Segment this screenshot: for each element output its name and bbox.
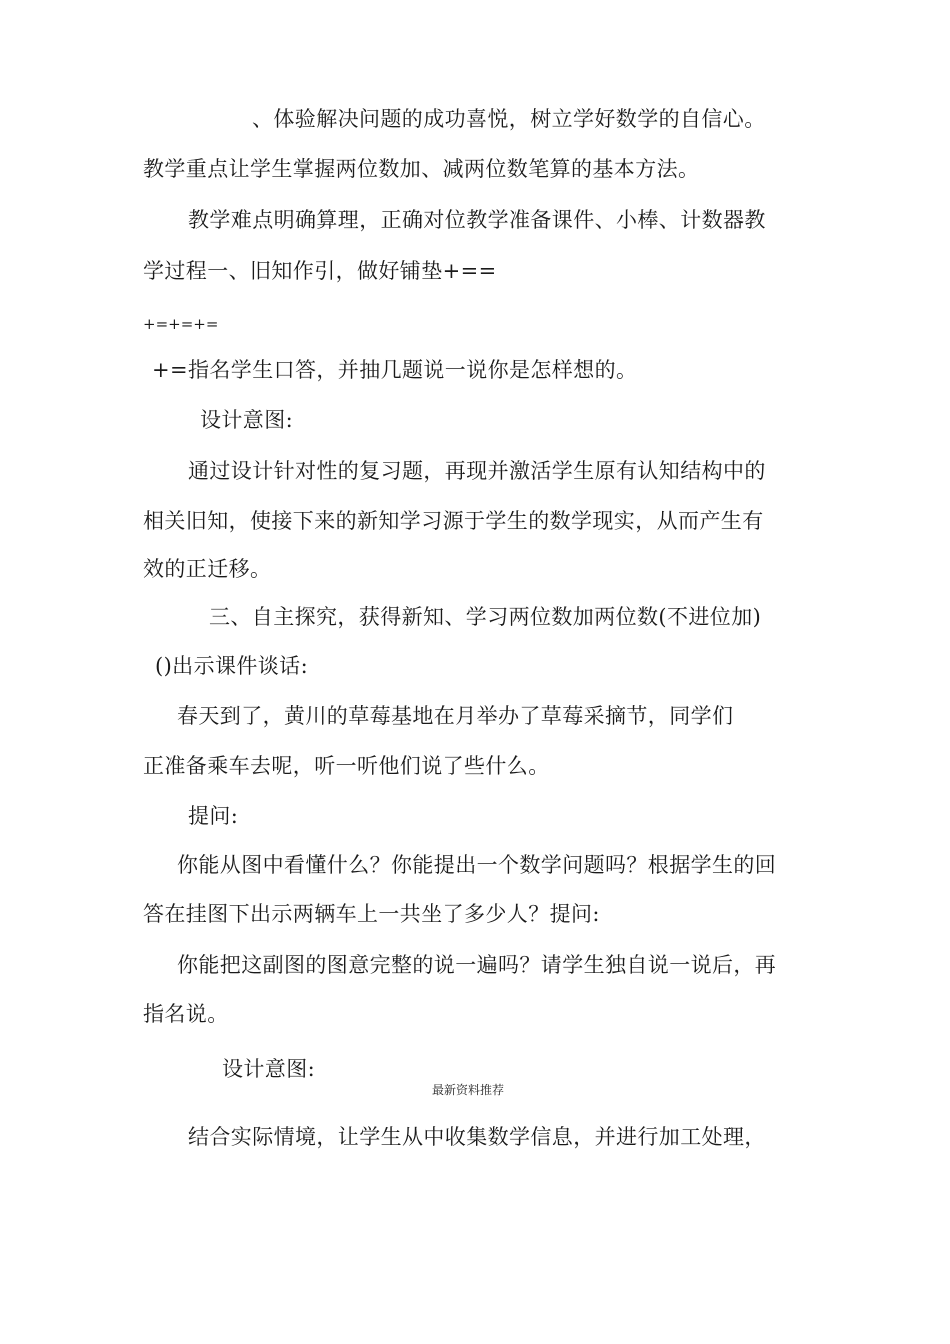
section-label: 设计意图:	[200, 408, 294, 432]
text-line: 通过设计针对性的复习题，再现并激活学生原有认知结构中的	[188, 459, 766, 483]
text-line: +=指名学生口答，并抽几题说一说你是怎样想的。	[152, 358, 638, 382]
text-line: 效的正迁移。	[143, 557, 272, 581]
text-line: 你能把这副图的图意完整的说一遍吗？请学生独自说一说后，再	[177, 953, 777, 977]
text-line: 教学难点明确算理，正确对位教学准备课件、小棒、计数器教	[188, 208, 766, 232]
text-line: 指名说。	[143, 1002, 229, 1026]
text-line: 答在挂图下出示两辆车上一共坐了多少人？提问:	[143, 902, 600, 926]
text-line: ()出示课件谈话:	[155, 654, 309, 678]
text-line: 教学重点让学生掌握两位数加、减两位数笔算的基本方法。	[143, 157, 700, 181]
section-heading: 三、自主探究，获得新知、学习两位数加两位数(不进位加)	[209, 605, 762, 629]
text-line: 你能从图中看懂什么？你能提出一个数学问题吗？根据学生的回	[177, 853, 777, 877]
text-line: 学过程一、旧知作引，做好铺垫+==	[143, 259, 497, 283]
section-label: 提问:	[188, 804, 239, 828]
text-line: 、体验解决问题的成功喜悦，树立学好数学的自信心。	[252, 107, 766, 131]
text-line: 结合实际情境，让学生从中收集数学信息，并进行加工处理，	[188, 1125, 766, 1149]
text-line: 春天到了，黄川的草莓基地在月举办了草莓采摘节，同学们	[177, 704, 734, 728]
page-footer: 最新资料推荐	[432, 1083, 505, 1097]
text-line: 正准备乘车去呢，听一听他们说了些什么。	[143, 754, 550, 778]
section-label: 设计意图:	[222, 1057, 316, 1081]
text-line: 相关旧知，使接下来的新知学习源于学生的数学现实，从而产生有	[143, 509, 764, 533]
text-line: +=+=+=	[143, 315, 219, 333]
